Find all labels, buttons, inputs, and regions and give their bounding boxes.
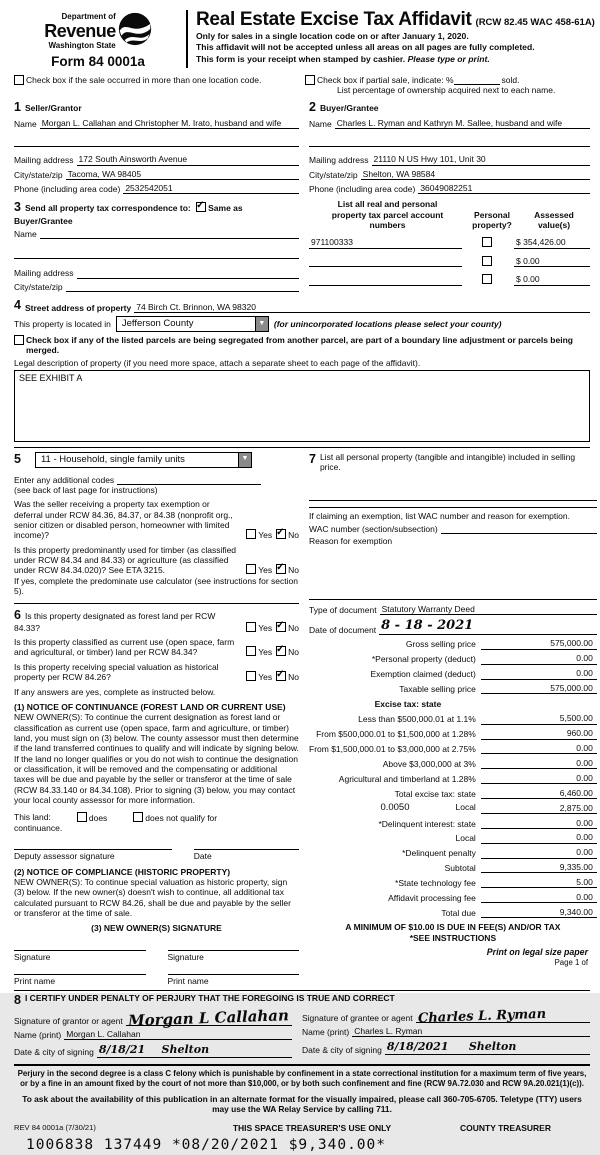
accessibility-statement: To ask about the availability of this publication in an alternate format for the visually impaired, please call 360-705-6705. Teletype (TTY) users may use the WA Relay Service by calling 711. — [22, 1093, 582, 1115]
tax-row-label: Less than $500,000.01 at 1.1% — [358, 714, 476, 725]
chevron-down-icon[interactable]: ▼ — [238, 453, 251, 467]
s5-q2-yes-checkbox[interactable] — [246, 564, 256, 574]
tier2-tax-field[interactable]: 960.00 — [481, 728, 597, 739]
corr-city-field[interactable] — [66, 282, 299, 292]
delinquent-interest-state-field[interactable]: 0.00 — [481, 818, 597, 829]
notice-2-title: (2) NOTICE OF COMPLIANCE (HISTORIC PROPERTY) — [14, 866, 231, 877]
new-owner-print-label: Print name — [167, 976, 209, 987]
personal-property-checkbox[interactable] — [482, 274, 492, 284]
tax-row-label: *Delinquent penalty — [402, 848, 476, 859]
tax-row-label: Above $3,000,000 at 3% — [382, 758, 476, 769]
partial-sale-label: Check box if partial sale, indicate: % — [317, 74, 454, 85]
header-note-3-text: This form is your receipt when stamped by cashier. — [196, 53, 406, 64]
excise-tax-state-header: Excise tax: state — [374, 699, 442, 710]
section-2-title: Buyer/Grantee — [319, 102, 379, 113]
tax-row-label: Total due — [441, 907, 476, 918]
additional-codes-label: Enter any additional codes — [14, 474, 115, 485]
corr-name2-field[interactable] — [14, 249, 299, 259]
s5-q1-yes-checkbox[interactable] — [246, 529, 256, 539]
s6-question-3: Is this property receiving special valuation as historical property per RCW 84.26? — [14, 661, 219, 683]
parcel-row — [309, 237, 590, 248]
dept-of-label: Department of — [61, 12, 116, 21]
section-2-number: 2 — [309, 99, 316, 114]
seller-name2-field[interactable] — [14, 137, 299, 147]
seller-city-label: City/state/zip — [14, 169, 63, 180]
total-due-field[interactable]: 9,340.00 — [481, 907, 597, 918]
street-address-field[interactable]: 74 Birch Ct. Brinnon, WA 98320 — [134, 302, 590, 313]
personal-property-checkbox[interactable] — [482, 237, 492, 247]
new-owner-signature-row — [14, 950, 299, 962]
assessed-value-field[interactable]: $ 354,426.00 — [514, 237, 590, 248]
section-2-buyer — [299, 96, 590, 195]
delinquent-penalty-field[interactable]: 0.00 — [481, 847, 597, 858]
s6-q2-no-checkbox[interactable] — [276, 646, 286, 656]
buyer-name-field[interactable]: Charles L. Ryman and Kathryn M. Sallee, husband and wife — [335, 118, 590, 129]
tax-row-label: Local — [455, 802, 476, 813]
section-6-number: 6 — [14, 607, 21, 622]
agency-state: Washington State — [48, 40, 116, 50]
personal-property-list-field[interactable] — [309, 491, 597, 501]
corr-name-label: Name — [14, 228, 37, 239]
corr-mailing-field[interactable] — [77, 269, 299, 279]
use-code-dropdown-value[interactable]: 11 - Household, single family units — [40, 453, 185, 465]
reason-exemption-label: Reason for exemption — [309, 536, 393, 547]
taxable-selling-price-field[interactable]: 575,000.00 — [481, 683, 597, 694]
no-label: No — [288, 672, 299, 683]
s6-if-yes-note: If any answers are yes, complete as instructed below. — [14, 686, 216, 697]
tax-row-label: From $1,500,000.01 to $3,000,000 at 2.75% — [309, 744, 476, 754]
county-note: (for unincorporated locations please select your county) — [273, 318, 502, 329]
yes-label: Yes — [258, 565, 273, 576]
new-owner-print-label: Print name — [14, 976, 56, 987]
exemption-claimed-field[interactable]: 0.00 — [481, 668, 597, 679]
s6-q3-yes-checkbox[interactable] — [246, 671, 256, 681]
type-of-document-field[interactable]: Statutory Warranty Deed — [380, 604, 597, 615]
affidavit-processing-fee-field[interactable]: 0.00 — [481, 892, 597, 903]
buyer-mailing-label: Mailing address — [309, 155, 369, 166]
section-8-number: 8 — [14, 993, 21, 1008]
multi-location-checkbox[interactable] — [14, 75, 24, 85]
no-label: No — [288, 530, 299, 541]
multi-location-label: Check box if the sale occurred in more than one location code. — [26, 74, 262, 85]
section-5-use-code — [14, 452, 299, 468]
treasurer-stamp: 1006838 137449 *08/20/2021 $9,340.00* — [26, 1136, 387, 1153]
form-number: Form 84 0001a — [51, 53, 145, 69]
seller-mailing-label: Mailing address — [14, 155, 74, 166]
tier3-tax-field[interactable]: 0.00 — [481, 743, 597, 754]
land-does-checkbox[interactable] — [77, 812, 87, 822]
yes-label: Yes — [258, 647, 273, 658]
land-does-not-checkbox[interactable] — [133, 812, 143, 822]
grantor-signature-ink: Morgan L Callahan — [127, 1005, 289, 1030]
seller-phone-label: Phone (including area code) — [14, 184, 121, 195]
grantee-print-label: Name (print) — [302, 1027, 350, 1038]
parcel-col-assessed-header: Assessed value(s) — [534, 209, 574, 231]
located-in-label: This property is located in — [14, 318, 111, 329]
header-note-3-em: Please type or print. — [407, 53, 490, 64]
exemption-note: If claiming an exemption, list WAC number and reason for exemption. — [309, 510, 570, 521]
grantor-date-field[interactable] — [97, 1043, 292, 1057]
local-rate-value: 0.0050 — [380, 802, 410, 814]
grantor-city-ink: Shelton — [161, 1043, 210, 1057]
tier1-tax-field[interactable]: 5,500.00 — [481, 713, 597, 724]
certify-statement: I CERTIFY UNDER PENALTY OF PERJURY THAT THE FOREGOING IS TRUE AND CORRECT — [24, 993, 395, 1004]
tax-row-label: *Delinquent interest: state — [378, 818, 476, 829]
tax-row-label: *Personal property (deduct) — [371, 654, 476, 665]
new-owner-print-row — [14, 974, 299, 986]
grantee-signature-field[interactable] — [416, 1006, 590, 1026]
date-of-document-label: Date of document — [309, 624, 377, 635]
grantee-date-label: Date & city of signing — [302, 1044, 382, 1055]
tax-row-label: Taxable selling price — [399, 684, 476, 695]
notice-1-title: (1) NOTICE OF CONTINUANCE (FOREST LAND OR CURRENT USE) — [14, 701, 286, 712]
grantor-signature-label: Signature of grantor or agent — [14, 1015, 123, 1026]
chevron-down-icon[interactable]: ▼ — [255, 317, 268, 331]
personal-property-checkbox[interactable] — [482, 256, 492, 266]
parcel-number-field[interactable] — [309, 257, 462, 267]
deputy-assessor-signature-field[interactable] — [14, 849, 172, 850]
segregated-label: Check box if any of the listed parcels are being segregated from another parcel, are part of a boundary line adjustment or parcels being merged. — [26, 334, 573, 356]
county-treasurer-label: COUNTY TREASURER — [460, 1122, 551, 1133]
treasurer-use-label: THIS SPACE TREASURER'S USE ONLY — [232, 1122, 392, 1133]
tier4-tax-field[interactable]: 0.00 — [481, 758, 597, 769]
s6-question-2: Is this property classified as current use (open space, farm and agricultural, or timber) land per RCW 84.34? — [14, 637, 235, 658]
grantee-signature-ink: Charles L. Ryman — [417, 1006, 546, 1026]
yes-label: Yes — [258, 672, 273, 683]
tax-row-label: Total excise tax: state — [394, 788, 476, 799]
section-1-number: 1 — [14, 99, 21, 114]
header-note-2: This affidavit will not be accepted unless all areas on all pages are fully completed. — [196, 42, 535, 53]
grantee-signature-label: Signature of grantee or agent — [302, 1012, 413, 1023]
delinquent-interest-local-field[interactable]: 0.00 — [481, 832, 597, 843]
new-owner-signature-field[interactable] — [168, 950, 300, 951]
parcel-row — [309, 274, 590, 285]
buyer-name-label: Name — [309, 118, 332, 129]
form-title-code: (RCW 82.45 WAC 458-61A) — [475, 17, 595, 28]
tax-row-label: Gross selling price — [405, 639, 476, 650]
agency-block — [14, 6, 182, 70]
same-as-buyer-checkbox[interactable] — [196, 202, 206, 212]
seller-name-label: Name — [14, 118, 37, 129]
local-tax-field[interactable]: 2,875.00 — [481, 803, 597, 814]
land-does-not-label: does not qualify for — [145, 812, 218, 823]
s6-q3-no-checkbox[interactable] — [276, 671, 286, 681]
this-land-label: This land: — [14, 811, 51, 822]
grantor-date-ink: 8/18/21 — [98, 1043, 146, 1057]
grantee-date-ink: 8/18/2021 — [386, 1040, 449, 1054]
tax-row-label: Exemption claimed (deduct) — [370, 669, 476, 680]
yes-label: Yes — [258, 530, 273, 541]
new-owner-signature-label: Signature — [167, 951, 204, 962]
section-1-seller — [14, 96, 299, 195]
reason-exemption-field[interactable] — [309, 547, 597, 593]
date-of-document-field[interactable]: 8 - 18 - 2021 — [379, 618, 597, 635]
new-owner-print-field[interactable] — [168, 974, 300, 975]
header-divider — [186, 10, 188, 68]
partial-sale-percent-field[interactable] — [454, 76, 500, 85]
section-3-title: Send all property tax correspondence to: — [24, 203, 191, 214]
continuance-label: continuance. — [14, 822, 63, 833]
deputy-date-field[interactable] — [194, 849, 299, 850]
s6-q1-yes-checkbox[interactable] — [246, 622, 256, 632]
parcel-col-personal-header: Personal property? — [472, 209, 512, 231]
no-label: No — [288, 622, 299, 633]
county-dropdown[interactable] — [116, 316, 269, 332]
notice-2-body: NEW OWNER(S): To continue special valuation as historic property, sign (3) below. If the new owner(s) doesn't wish to continue, all additional tax calculated pursuant to RCW 84.26, shall be due and payable by the seller or transferor at the time of sale. — [14, 876, 291, 919]
tax-row-label: From $500,000.01 to $1,500,000 at 1.28% — [316, 729, 476, 740]
section-1-title: Seller/Grantor — [24, 102, 82, 113]
form-title: Real Estate Excise Tax Affidavit — [196, 9, 472, 30]
section-4-property — [14, 298, 590, 442]
additional-codes-field[interactable] — [117, 475, 261, 485]
tax-row-label: Agricultural and timberland at 1.28% — [338, 773, 476, 784]
land-does-label: does — [88, 812, 108, 823]
no-label: No — [288, 647, 299, 658]
assessed-value-field[interactable]: $ 0.00 — [514, 256, 590, 267]
tax-row-label: Subtotal — [444, 863, 476, 874]
use-code-dropdown[interactable] — [35, 452, 252, 468]
print-legal-size-note: Print on legal size paper — [486, 946, 588, 957]
segregated-checkbox[interactable] — [14, 335, 24, 345]
seller-phone-field[interactable]: 2532542051 — [123, 183, 299, 194]
state-technology-fee-field[interactable]: 5.00 — [481, 877, 597, 888]
s5-question-2: Is this property predominantly used for timber (as classified under RCW 84.34 and 84.33) or agriculture (as classified under RCW 84.34.020)? See ETA 3215. — [14, 544, 237, 576]
yes-label: Yes — [258, 622, 273, 633]
grantor-print-label: Name (print) — [14, 1030, 62, 1041]
s5-q2-note: If yes, complete the predominate use calculator (see instructions for section 5). — [14, 575, 298, 597]
deputy-assessor-signature-label: Deputy assessor signature — [14, 851, 115, 862]
section-7-number: 7 — [309, 451, 316, 466]
assessed-value-field[interactable]: $ 0.00 — [514, 274, 590, 285]
personal-property-deduct-field[interactable]: 0.00 — [481, 653, 597, 664]
footer-row — [14, 1123, 590, 1133]
dor-logo-icon — [118, 12, 152, 48]
section-3-number: 3 — [14, 200, 21, 215]
street-address-label: Street address of property — [24, 302, 132, 313]
grantor-date-label: Date & city of signing — [14, 1047, 94, 1058]
top-checkbox-row — [14, 75, 590, 96]
parcel-row — [309, 256, 590, 267]
grantor-print-field[interactable]: Morgan L. Callahan — [64, 1029, 292, 1040]
agricultural-tax-field[interactable]: 0.00 — [481, 773, 597, 784]
grantee-date-field[interactable] — [385, 1040, 590, 1054]
buyer-name2-field[interactable] — [309, 137, 590, 147]
new-owner-signature-field[interactable] — [14, 950, 146, 951]
minimum-due-note: A MINIMUM OF $10.00 IS DUE IN FEE(S) AND/OR TAX — [345, 922, 561, 933]
section-7-tax — [299, 452, 597, 986]
perjury-statement: Perjury in the second degree is a class C felony which is punishable by confinement in a state correctional institution for a maximum term of five years, or by a fine in an amount fixed by the court of not more than $10,000, or by both such confinement and fine (RCW 9A.72.030 and RCW 9A.20.021(1)(c)). — [14, 1064, 590, 1089]
county-dropdown-value[interactable]: Jefferson County — [121, 318, 194, 330]
form-header — [14, 6, 595, 70]
section-3-correspondence — [14, 194, 299, 292]
parcel-table — [299, 194, 590, 292]
notice-3-title: (3) NEW OWNER(S) SIGNATURE — [91, 923, 222, 934]
section-4-number: 4 — [14, 298, 21, 313]
seller-city-field[interactable]: Tacoma, WA 98405 — [66, 169, 299, 180]
wac-number-label: WAC number (section/subsection) — [309, 524, 438, 535]
section-8-certification — [14, 990, 590, 1057]
agency-name: Revenue — [44, 20, 116, 41]
partial-sale-sold-label: sold. — [501, 74, 520, 85]
rev-number: REV 84 0001a (7/30/21) — [14, 1122, 96, 1132]
header-note-3 — [196, 54, 595, 65]
see-back-note: (see back of last page for instructions) — [14, 484, 158, 495]
same-as-buyer-label: Same as Buyer/Grantee — [14, 203, 243, 226]
buyer-phone-label: Phone (including area code) — [309, 184, 416, 195]
total-excise-state-field[interactable]: 6,460.00 — [481, 788, 597, 799]
grantee-city-ink: Shelton — [468, 1040, 517, 1054]
s6-q2-yes-checkbox[interactable] — [246, 646, 256, 656]
tax-row-label: Local — [455, 833, 476, 844]
no-label: No — [288, 565, 299, 576]
header-note-1: Only for sales in a single location code on or after January 1, 2020. — [196, 31, 469, 42]
parcel-number-field[interactable]: 971100333 — [309, 237, 462, 248]
partial-sale-note: List percentage of ownership acquired next to each name. — [337, 85, 556, 96]
buyer-city-field[interactable]: Shelton, WA 98584 — [361, 169, 590, 180]
section-5-number: 5 — [14, 452, 21, 467]
sections-5-6-column — [14, 452, 299, 986]
parcel-col-numbers-header: List all real and personal property tax parcel account numbers — [331, 199, 444, 231]
grantor-signature-field[interactable] — [126, 1005, 292, 1030]
subtotal-field[interactable]: 9,335.00 — [481, 862, 597, 873]
new-owner-print-field[interactable] — [14, 974, 146, 975]
s5-q2-no-checkbox[interactable] — [276, 564, 286, 574]
seller-name-field[interactable]: Morgan L. Callahan and Christopher M. Irato, husband and wife — [40, 118, 299, 129]
section-6-classification — [14, 603, 299, 987]
s7-intro: List all personal property (tangible and intangible) included in selling price. — [319, 451, 576, 473]
s6-q1-no-checkbox[interactable] — [276, 622, 286, 632]
see-instructions-note: *SEE INSTRUCTIONS — [409, 933, 497, 944]
buyer-city-label: City/state/zip — [309, 169, 358, 180]
tax-row-label: *State technology fee — [395, 877, 476, 888]
s5-question-1: Was the seller receiving a property tax exemption or deferral under RCW 84.36, 84.37, or 84.38 (nonprofit org., senior citizen or disabled person, homeowner with limited income)? — [14, 499, 233, 541]
new-owner-signature-label: Signature — [14, 951, 51, 962]
s6-question-1: Is this property designated as forest land per RCW 84.33? — [14, 610, 216, 633]
grantee-print-field[interactable]: Charles L. Ryman — [352, 1026, 590, 1037]
partial-sale-checkbox[interactable] — [305, 75, 315, 85]
corr-mailing-label: Mailing address — [14, 268, 74, 279]
gross-selling-price-field[interactable]: 575,000.00 — [481, 638, 597, 649]
legal-description-label: Legal description of property (if you need more space, attach a separate sheet to each page of the affidavit). — [14, 357, 421, 368]
notice-1-body: NEW OWNER(S): To continue the current designation as forest land or classification as current use (open space, farm and agriculture, or timber) land, you must sign on (3) below. The county assessor must then determine if the land transferred continues to qualify and will indicate by signing below. If the land no longer qualifies or you do not wish to continue the designation or classification, it will be removed and the compensating or additional taxes will be due and payable by the seller or transferor at the time of sale (RCW 84.33.140 or 84.34.108). Prior to signing (3) below, you may contact your local county assessor for more information. — [14, 712, 299, 806]
type-of-document-label: Type of document — [309, 604, 377, 615]
wac-number-field[interactable] — [441, 524, 597, 534]
legal-description-field[interactable]: SEE EXHIBIT A — [14, 370, 590, 442]
tax-row-label: Affidavit processing fee — [388, 892, 476, 903]
corr-city-label: City/state/zip — [14, 281, 63, 292]
deputy-date-label: Date — [193, 851, 212, 862]
parcel-number-field[interactable] — [309, 276, 462, 286]
page-number: Page 1 of — [554, 957, 588, 967]
buyer-mailing-field[interactable]: 21110 N US Hwy 101, Unit 30 — [372, 154, 590, 165]
buyer-phone-field[interactable]: 36049082251 — [418, 183, 590, 194]
corr-name-field[interactable] — [40, 229, 299, 239]
seller-mailing-field[interactable]: 172 South Ainsworth Avenue — [77, 154, 299, 165]
s5-q1-no-checkbox[interactable] — [276, 529, 286, 539]
